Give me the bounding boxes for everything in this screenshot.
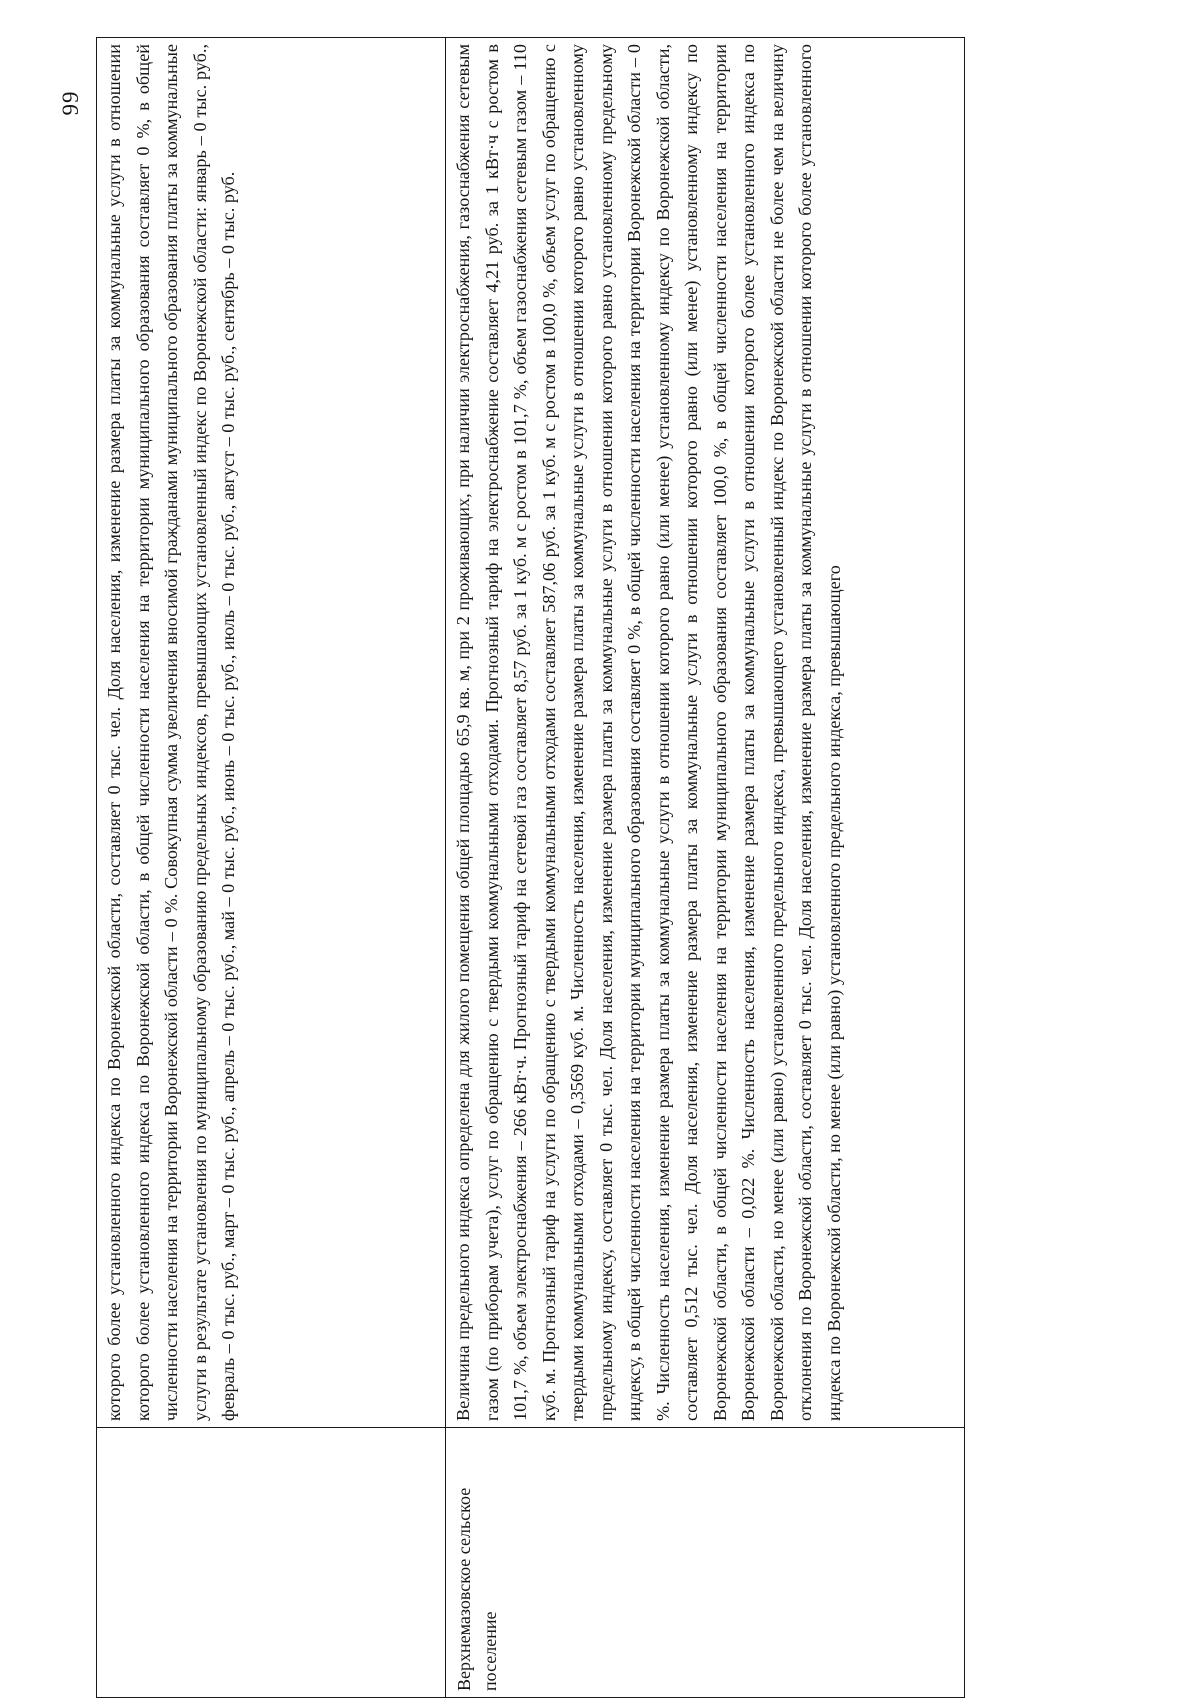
index-description-cell: которого более установленного индекса по Воронежской области, составляет 0 тыс. чел. Доля населения, изменение размера платы за коммунальные услуги в отношении которого более установленного индекса по Воронежской области, в общей численности населения на территории муниципального образования составляет 0 %, в общей численности населения на территории Воронежской области – 0 %. Совокупная сумма увеличения вносимой гражданами муниципального образования платы за коммунальные услуги в результате установления по муниципальному образованию предельных индексов, превышающих установленный индекс по Воронежской области: январь – 0 тыс. руб., февраль – 0 тыс. руб., март – 0 тыс. руб., апрель – 0 тыс. руб., май – 0 тыс. руб., июнь – 0 тыс. руб., июль – 0 тыс. руб., август – 0 тыс. руб., сентябрь – 0 тыс. руб. bbox=[97, 38, 446, 1428]
page-number: 99 bbox=[58, 90, 83, 116]
municipal-index-table bbox=[96, 37, 965, 1698]
table-row bbox=[446, 38, 965, 1698]
table-row bbox=[97, 38, 446, 1698]
municipality-name-cell: Верхнемазовское сельское поселение bbox=[446, 1428, 965, 1698]
index-description-cell: Величина предельного индекса определена для жилого помещения общей площадью 65,9 кв. м, при 2 проживающих, при наличии электроснабжения, газоснабжения сетевым газом (по приборам учета), услуг по обращению с твердыми коммунальными отходами. Прогнозный тариф на электроснабжение составляет 4,21 руб. за 1 кВт·ч с ростом в 101,7 %, объем электроснабжения – 266 кВт·ч. Прогнозный тариф на сетевой газ составляет 8,57 руб. за 1 куб. м с ростом в 101,7 %, объем газоснабжения сетевым газом – 110 куб. м. Прогнозный тариф на услуги по обращению с твердыми коммунальными отходами составляет 587,06 руб. за 1 куб. м с ростом в 100,0 %, объем услуг по обращению с твердыми коммунальными отходами – 0,3569 куб. м. Численность населения, изменение размера платы за коммунальные услуги в отношении которого равно установленному предельному индексу, составляет 0 тыс. чел. Доля населения, изменение размера платы за коммунальные услуги в отношении которого равно установленному предельному индексу, в общей численности населения на территории муниципального образования составляет 0 %, в общей численности населения на территории Воронежской области – 0 %. Численность населения, изменение размера платы за коммунальные услуги в отношении которого равно (или менее) установленному индексу по Воронежской области, составляет 0,512 тыс. чел. Доля населения, изменение размера платы за коммунальные услуги в отношении которого равно (или менее) установленному индексу по Воронежской области, в общей численности населения на территории муниципального образования составляет 100,0 %, в общей численности населения на территории Воронежской области – 0,022 %. Численность населения, изменение размера платы за коммунальные услуги в отношении которого более установленного индекса по Воронежской области, но менее (или равно) установленного предельного индекса, превышающего установленный индекс по Воронежской области не более чем на величину отклонения по Воронежской области, составляет 0 тыс. чел. Доля населения, изменение размера платы за коммунальные услуги в отношении которого более установленного индекса по Воронежской области, но менее (или равно) установленного предельного индекса, превышающего bbox=[446, 38, 965, 1428]
municipality-name-cell bbox=[97, 1428, 446, 1698]
